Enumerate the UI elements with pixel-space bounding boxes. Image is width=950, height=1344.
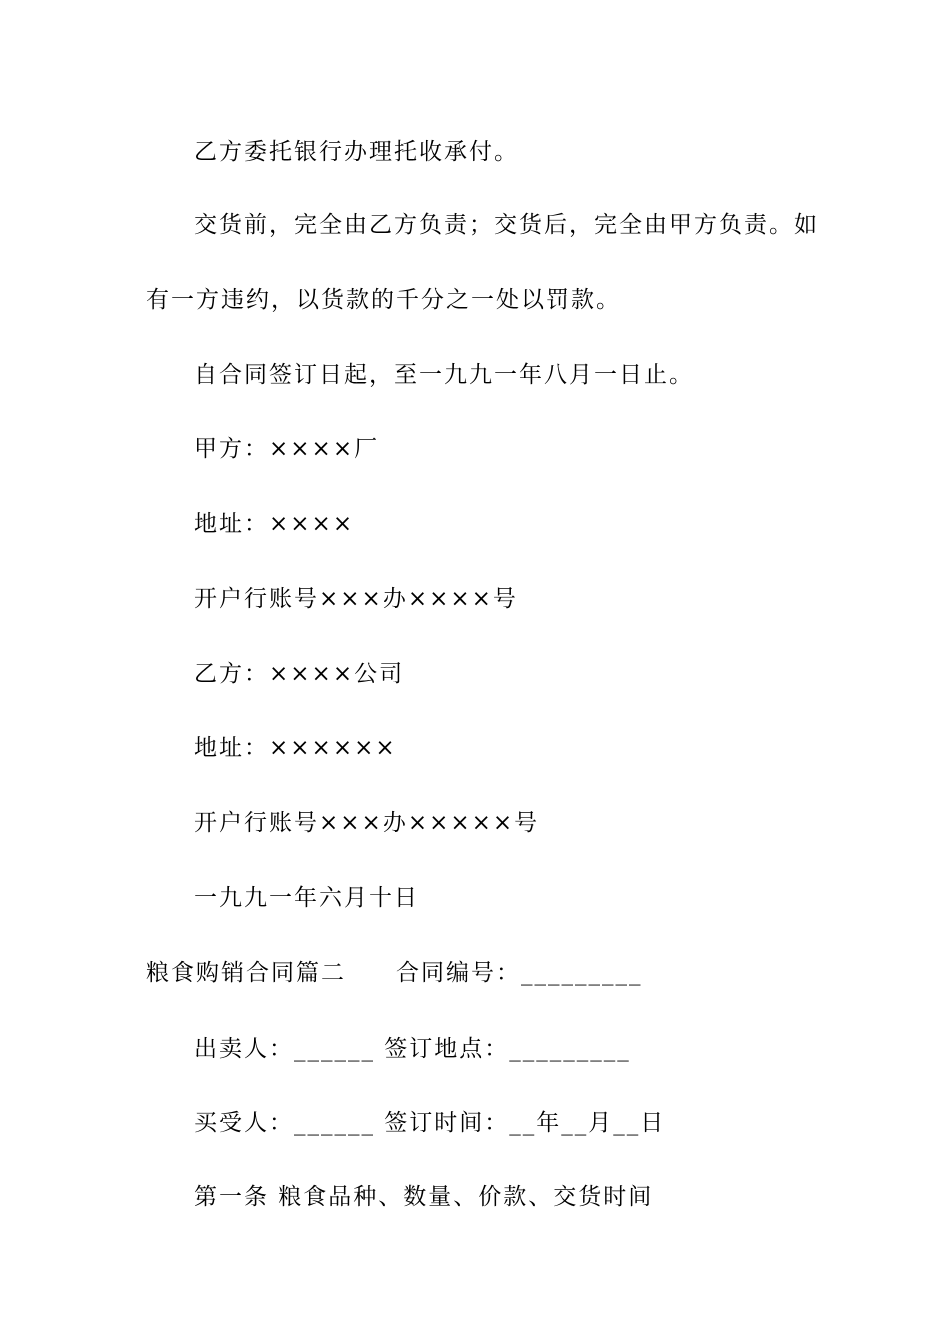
party-b-name: 乙方：××××公司 <box>194 661 405 687</box>
party-b-bank-account: 开户行账号×××办×××××号 <box>194 810 540 836</box>
signing-date: 一九九一年六月十日 <box>194 885 419 911</box>
buyer-and-signing-time: 买受人：______ 签订时间：__年__月__日 <box>194 1110 666 1136</box>
paragraph-responsibility: 交货前，完全由乙方负责；交货后，完全由甲方负责。如 <box>194 212 819 238</box>
paragraph-validity-period: 自合同签订日起，至一九九一年八月一日止。 <box>194 362 694 388</box>
party-b-address: 地址：×××××× <box>194 735 397 761</box>
section-title-contract-two: 粮食购销合同篇二 合同编号：_________ <box>146 960 643 986</box>
party-a-name: 甲方：××××厂 <box>194 436 380 462</box>
seller-and-signing-place: 出卖人：______ 签订地点：_________ <box>194 1036 631 1062</box>
paragraph-responsibility-continued: 有一方违约，以货款的千分之一处以罚款。 <box>146 287 621 313</box>
article-one-heading: 第一条 粮食品种、数量、价款、交货时间 <box>194 1184 654 1210</box>
party-a-bank-account: 开户行账号×××办××××号 <box>194 586 518 612</box>
party-a-address: 地址：×××× <box>194 511 355 537</box>
paragraph-payment-method: 乙方委托银行办理托收承付。 <box>194 139 519 165</box>
